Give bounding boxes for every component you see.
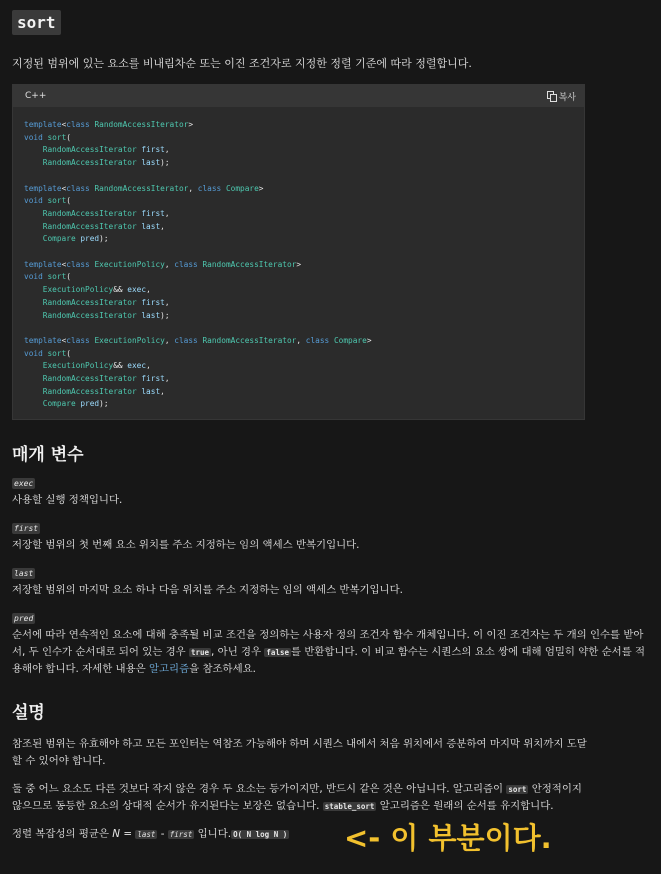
param-name: pred xyxy=(14,614,34,623)
param-desc xyxy=(12,627,649,678)
text: , 아닌 경우 xyxy=(211,646,265,658)
param-last xyxy=(12,554,649,599)
text: 순서에 따라 연속적인 요소에 대해 충족될 비교 조건을 정의하는 사용자 정의 조건자 함수 개체입니다. 이 이진 조건자는 두 개의 인수를 받아서, 두 인수가 순서대로 되어 있는 경우 xyxy=(12,629,644,658)
remarks-heading: 설명 xyxy=(12,703,45,723)
params-heading: 매개 변수 xyxy=(12,445,84,465)
text: 을 참조하세요. xyxy=(189,663,256,675)
param-exec xyxy=(12,464,649,509)
param-name: last xyxy=(14,569,34,578)
param-desc: 저장할 범위의 첫 번째 요소 위치를 주소 지정하는 임의 액세스 반복기입니다. xyxy=(12,539,360,551)
inline-code-sort: sort xyxy=(508,785,527,794)
inline-code-first: first xyxy=(169,830,193,839)
code-block xyxy=(12,84,585,420)
param-pred xyxy=(12,599,649,678)
copy-icon xyxy=(547,91,556,101)
param-first xyxy=(12,509,649,554)
text: 입니다. xyxy=(194,828,232,840)
code-header xyxy=(13,85,584,107)
inline-code-complexity: O( N log N ) xyxy=(233,830,288,839)
annotation-text: <- 이 부분이다. xyxy=(344,821,552,855)
param-desc: 저장할 범위의 마지막 요소 하나 다음 위치를 주소 지정하는 임의 액세스 반복기입니다. xyxy=(12,584,403,596)
inline-code-false: false xyxy=(266,648,289,657)
text: 를 반환합니다. 이 비교 함수는 시퀀스의 요소 쌍에 대해 엄밀히 약한 순서를 적용해야 합니다. 자세한 내용은 xyxy=(12,646,646,675)
inline-code-true: true xyxy=(190,648,210,657)
text: = xyxy=(120,828,136,840)
copy-button[interactable] xyxy=(547,90,576,103)
text: 알고리즘은 원래의 순서를 유지합니다. xyxy=(376,800,554,812)
math-n: N xyxy=(112,828,121,840)
page-description: 지정된 범위에 있는 요소를 비내림차순 또는 이진 조건자로 지정한 정렬 기준에 따라 정렬합니다. xyxy=(12,57,472,70)
remarks-paragraph-2 xyxy=(12,781,587,815)
text: 정렬 복잡성의 평균은 xyxy=(12,828,113,840)
param-name: exec xyxy=(14,479,34,488)
remarks-paragraph-1: 참조된 범위는 유효해야 하고 모든 포인터는 역참조 가능해야 하며 시퀀스 내에서 처음 위치에서 증분하여 마지막 위치까지 도달할 수 있어야 합니다. xyxy=(12,738,587,767)
page-title: sort xyxy=(12,10,61,35)
inline-code-stable-sort: stable_sort xyxy=(324,802,375,811)
text: 안정적이지 않으므로 동등한 요소의 상대적 순서가 유지된다는 보장은 없습니다. xyxy=(12,783,582,812)
text: - xyxy=(157,828,168,840)
code-language: C++ xyxy=(25,91,47,101)
code-content[interactable]: template<class RandomAccessIterator> void sort( RandomAccessIterator first, RandomAccessIterator last); template<class RandomAccessIterator, class Compare> void sort( RandomAccessIterator first, RandomAccessIterator last, Compare pred); template<class ExecutionPolicy, class RandomAccessIterator> void sort( ExecutionPolicy&& exec, RandomAccessIterator first, RandomAccessIterator last); template<class ExecutionPolicy, class RandomAccessIterator, class Compare> void sort( ExecutionPolicy&& exec, RandomAccessIterator first, RandomAccessIterator last, Compare pred); xyxy=(24,120,372,409)
text: 둘 중 어느 요소도 다른 것보다 작지 않은 경우 두 요소는 등가이지만, 반드시 같은 것은 아닙니다. 알고리즘이 xyxy=(12,783,507,795)
copy-label: 복사 xyxy=(558,92,576,103)
param-desc: 사용할 실행 정책입니다. xyxy=(12,494,123,506)
param-name: first xyxy=(14,524,39,533)
algorithms-link[interactable]: 알고리즘 xyxy=(148,663,190,675)
inline-code-last: last xyxy=(137,830,156,839)
